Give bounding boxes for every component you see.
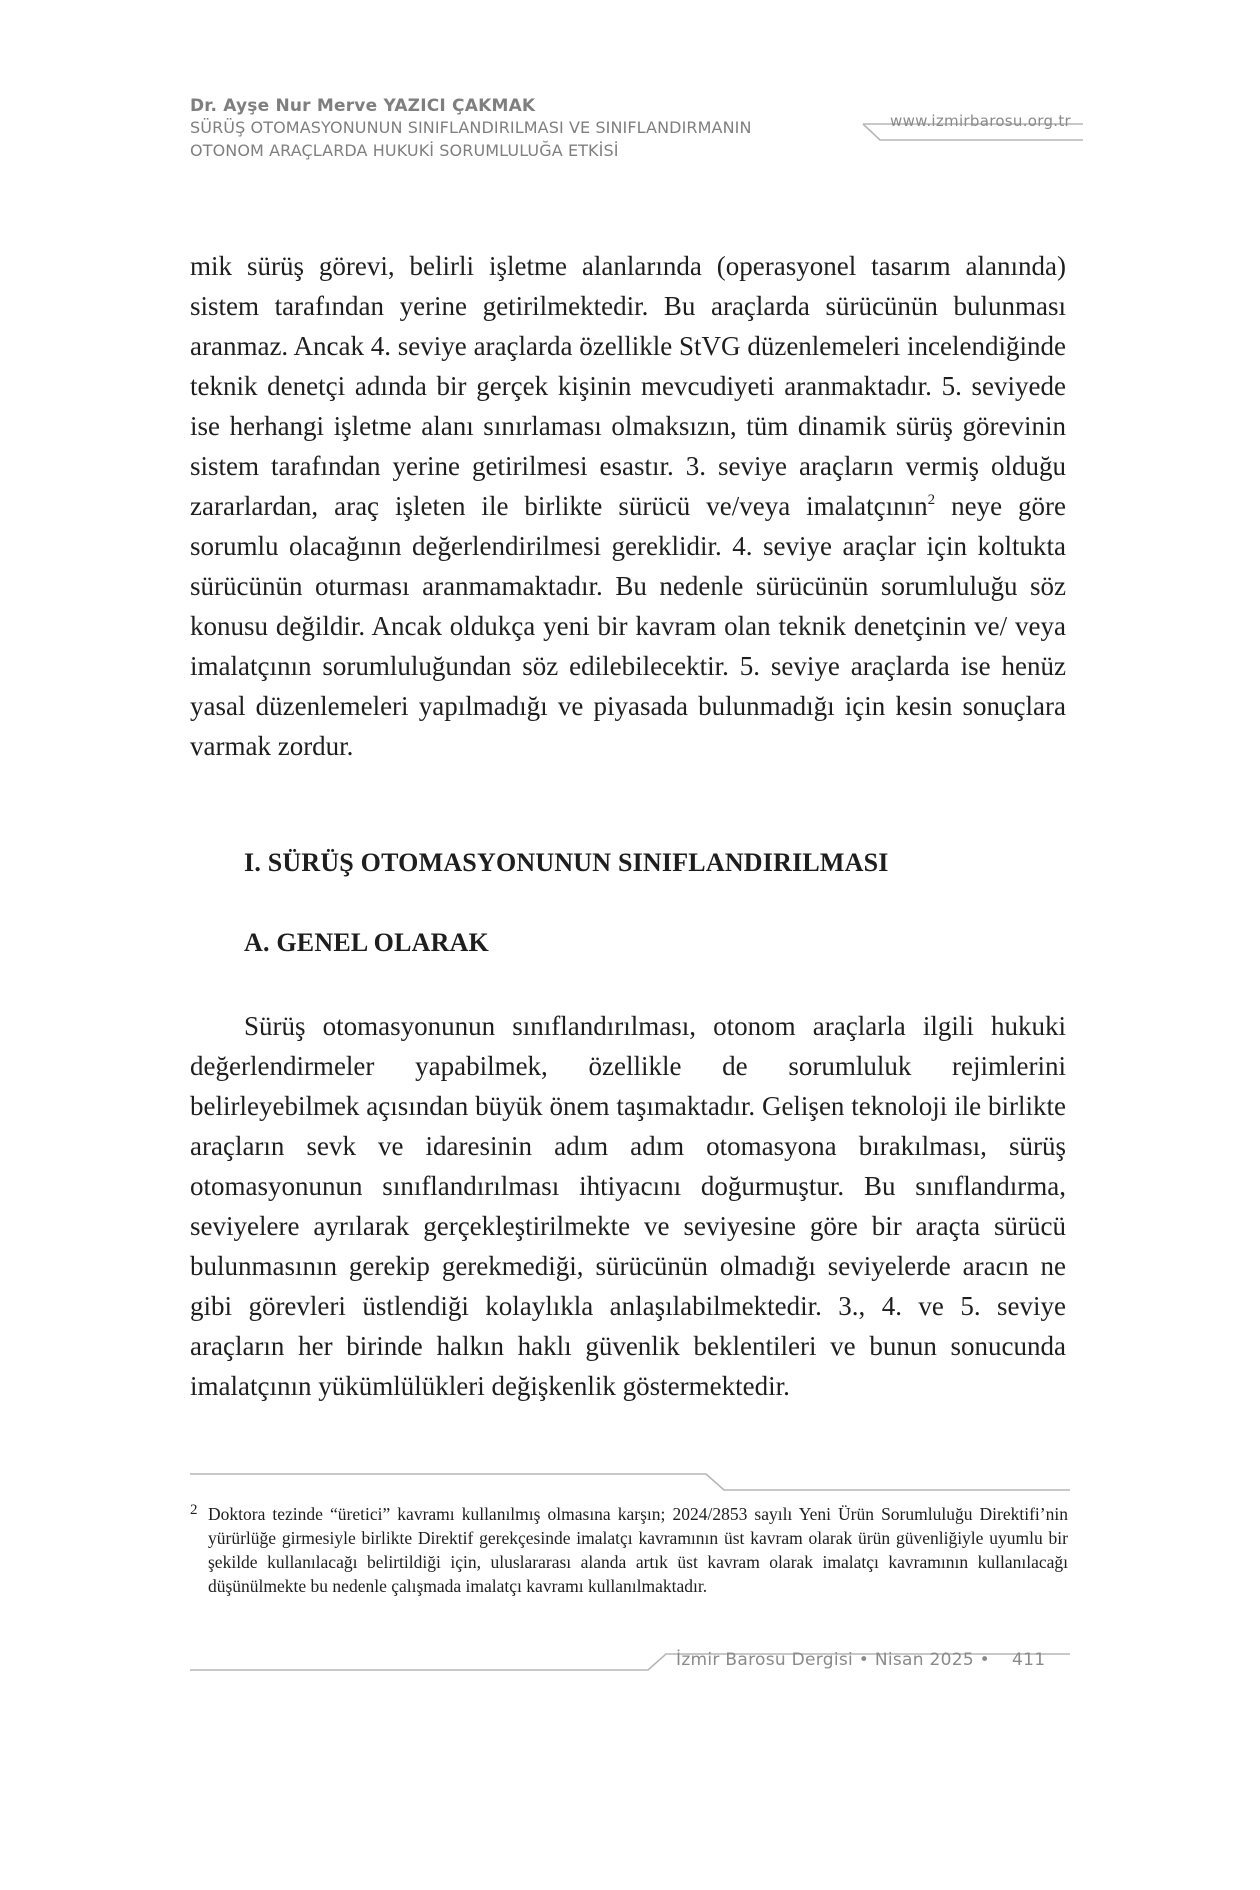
footnote-separator: [190, 1474, 1070, 1490]
author-name: Dr. Ayşe Nur Merve YAZICI ÇAKMAK: [190, 96, 536, 116]
subsection-heading: A. GENEL OLARAK: [244, 928, 489, 957]
website-link[interactable]: www.izmirbarosu.org.tr: [890, 112, 1072, 130]
paragraph-1-text-a: mik sürüş görevi, belirli işletme alanlarında (operasyonel tasarım alanında) sistem tarafından yerine getirilmektedir. Bu araçlarda sürücünün bulunması aranmaz. Ancak 4. seviye araçlarda özellikle StVG düzenlemeleri incelendiğinde teknik denetçi adında bir gerçek kişinin mevcudiyeti aranmaktadır. 5. seviyede ise herhangi işletme alanı sınırlaması olmaksızın, tüm dinamik sürüş görevinin sistem tarafından yerine getirilmesi esastır. 3. seviye araçların vermiş olduğu zararlardan, araç işleten ile birlikte sürücü ve/veya imalatçının: [190, 251, 1066, 521]
paragraph-continued: [190, 246, 1066, 766]
paragraph-1-text-b: neye göre sorumlu olacağının değerlendirilmesi gereklidir. 4. seviye araçlar için koltukta sürücünün oturması aranmamaktadır. Bu nedenle sürücünün sorumluluğu söz konusu değildir. Ancak oldukça yeni bir kavram olan teknik denetçinin ve/ veya imalatçının sorumluluğundan söz edilebilecektir. 5. seviye araçlarda ise henüz yasal düzenlemeleri yapılmadığı ve piyasada bulunmadığı için kesin sonuçlara varmak zordur.: [190, 491, 1066, 761]
section-heading: I. SÜRÜŞ OTOMASYONUNUN SINIFLANDIRILMASI: [244, 848, 889, 877]
paragraph-2: [190, 1006, 1066, 1406]
footnote-2: [190, 1502, 1068, 1598]
running-title-line-1: SÜRÜŞ OTOMASYONUNUN SINIFLANDIRILMASI VE SINIFLANDIRMANIN: [190, 118, 752, 137]
running-title-line-2: OTONOM ARAÇLARDA HUKUKİ SORUMLULUĞA ETKİSİ: [190, 141, 619, 160]
journal-name: İzmir Barosu Dergisi • Nisan 2025 •: [676, 1650, 991, 1670]
paragraph-2-text: Sürüş otomasyonunun sınıflandırılması, otonom araçlarla ilgili hukuki değerlendirmeler yapabilmek, özellikle de sorumluluk rejimlerini belirleyebilmek açısından büyük önem taşımaktadır. Gelişen teknoloji ile birlikte araçların sevk ve idaresinin adım adım otomasyona bırakılması, sürüş otomasyonunun sınıflandırılması ihtiyacını doğurmuştur. Bu sınıflandırma, seviyelere ayrılarak gerçekleştirilmekte ve seviyesine göre bir araçta sürücü bulunmasının gerekip gerekmediği, sürücünün olmadığı seviyelerde aracın ne gibi görevleri üstlendiği kolaylıkla anlaşılabilmektedir. 3., 4. ve 5. seviye araçların her birinde halkın haklı güvenlik beklentileri ve bunun sonucunda imalatçının yükümlülükleri değişkenlik göstermektedir.: [190, 1011, 1066, 1401]
page-footer: [676, 1650, 1045, 1670]
footnote-number: 2: [190, 1502, 198, 1518]
footnote-ref-2[interactable]: 2: [927, 492, 936, 508]
page-number: 411: [1012, 1650, 1046, 1670]
footnote-text: Doktora tezinde “üretici” kavramı kullanılmış olmasına karşın; 2024/2853 sayılı Yeni Ürün Sorumluluğu Direktifi’nin yürürlüğe girmesiyle birlikte Direktif gerekçesinde imalatçı kavramının üst kavram olarak ürün güvenliğiyle uyumlu bir şekilde kullanılacağı belirtildiği için, uluslararası alanda artık üst kavram olarak imalatçı kavramının kullanılacağı düşünülmekte bu nedenle çalışmada imalatçı kavramı kullanılmaktadır.: [208, 1504, 1068, 1596]
